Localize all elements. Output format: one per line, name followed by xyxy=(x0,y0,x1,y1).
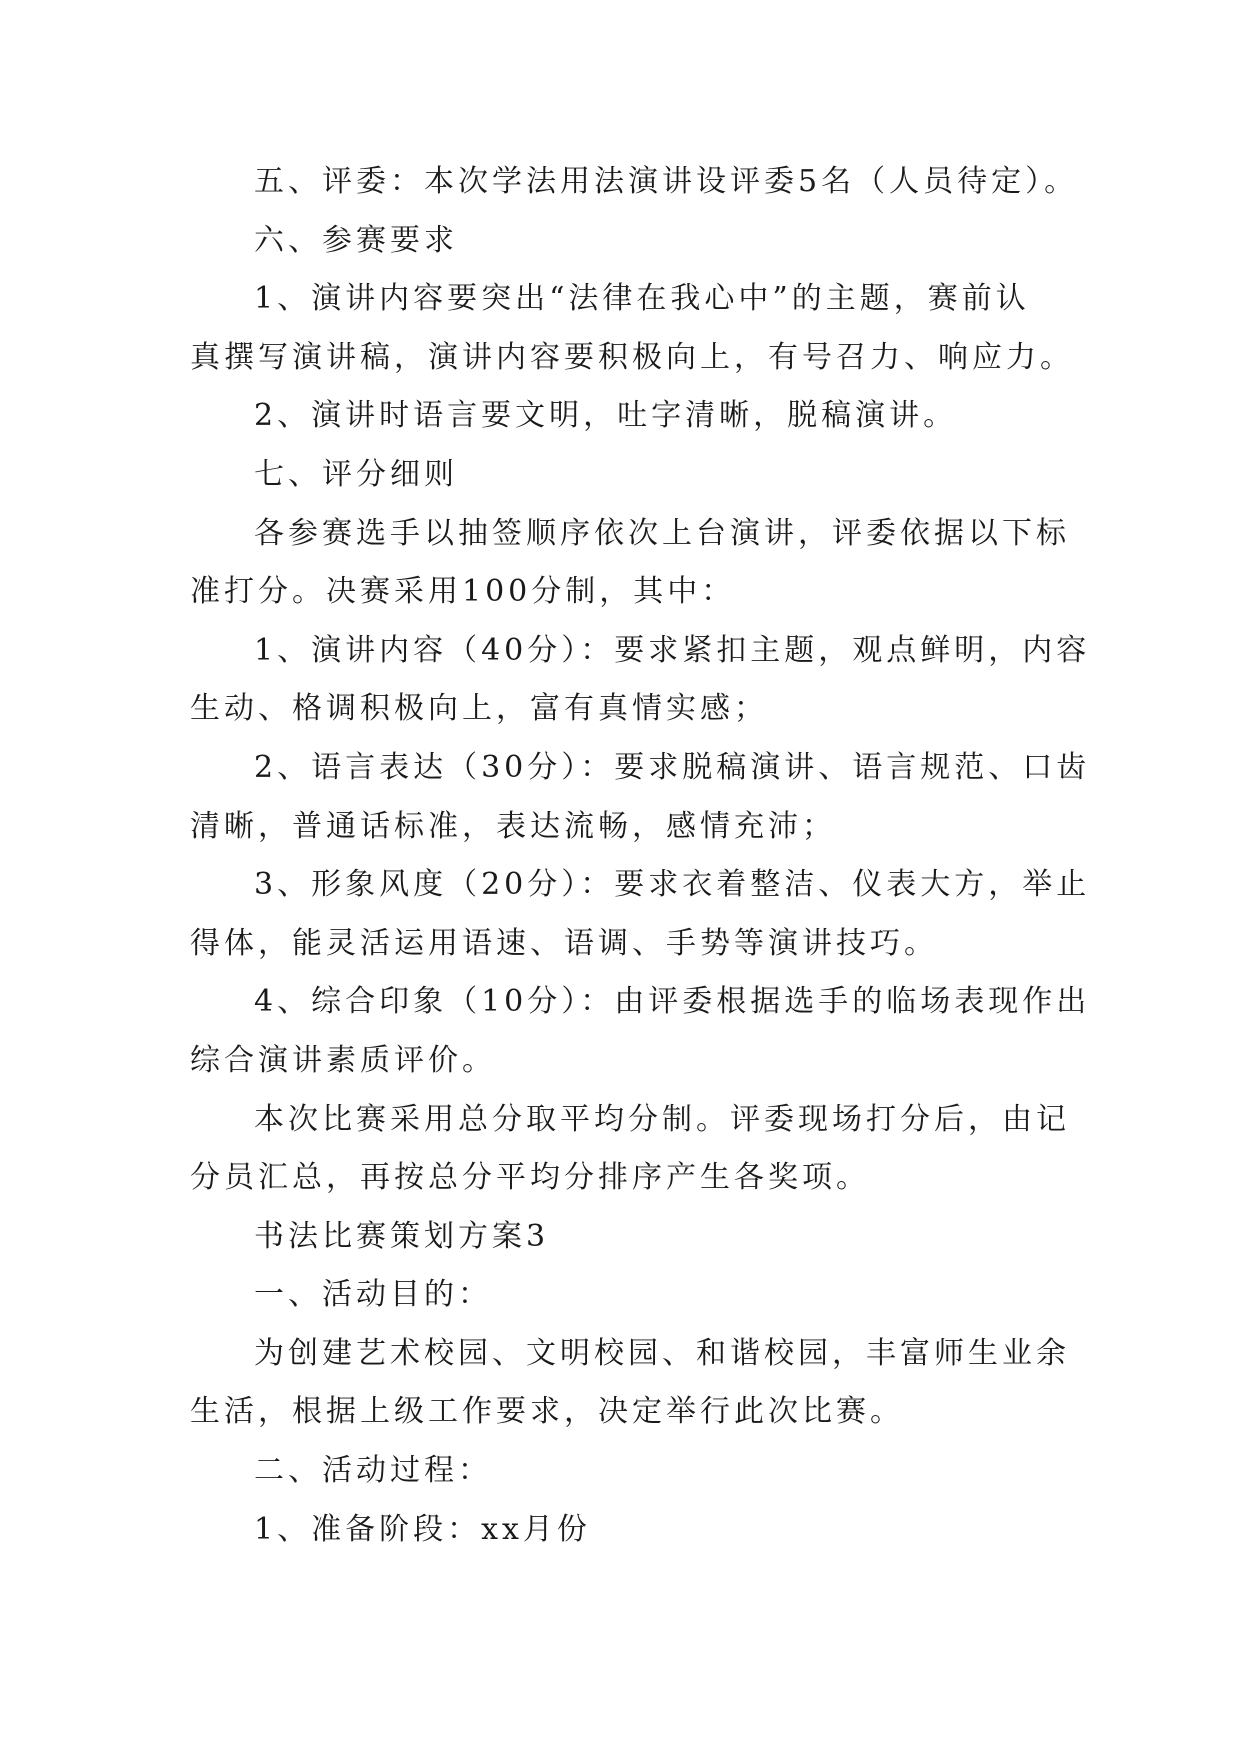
text-line: 六、参赛要求 xyxy=(254,222,458,258)
text-line: 1、演讲内容要突出“法律在我心中”的主题，赛前认 xyxy=(254,281,1030,317)
text-line: 清晰，普通话标准，表达流畅，感情充沛； xyxy=(190,808,836,844)
text-line: 生动、格调积极向上，富有真情实感； xyxy=(190,691,768,727)
text-line: 4、综合印象（10分）：由评委根据选手的临场表现作出 xyxy=(254,984,1091,1020)
text-line: 准打分。决赛采用100分制，其中： xyxy=(190,574,736,610)
text-line: 书法比赛策划方案3 xyxy=(254,1218,550,1254)
text-line: 本次比赛采用总分取平均分制。评委现场打分后，由记 xyxy=(254,1101,1070,1137)
text-line: 3、形象风度（20分）：要求衣着整洁、仪表大方，举止 xyxy=(254,867,1091,903)
text-line: 1、准备阶段：xx月份 xyxy=(254,1511,591,1547)
text-line: 分员汇总，再按总分平均分排序产生各奖项。 xyxy=(190,1160,870,1196)
text-line: 1、演讲内容（40分）：要求紧扣主题，观点鲜明，内容 xyxy=(254,632,1091,668)
text-line: 一、活动目的： xyxy=(254,1277,492,1313)
text-line: 真撰写演讲稿，演讲内容要积极向上，有号召力、响应力。 xyxy=(190,339,1074,375)
text-line: 生活，根据上级工作要求，决定举行此次比赛。 xyxy=(190,1394,904,1430)
text-line: 各参赛选手以抽签顺序依次上台演讲，评委依据以下标 xyxy=(254,515,1070,551)
text-line: 为创建艺术校园、文明校园、和谐校园，丰富师生业余 xyxy=(254,1335,1070,1371)
text-line: 七、评分细则 xyxy=(254,456,458,492)
text-line: 得体，能灵活运用语速、语调、手势等演讲技巧。 xyxy=(190,925,938,961)
text-line: 综合演讲素质评价。 xyxy=(190,1042,496,1078)
document-body xyxy=(190,153,1090,1559)
text-line: 2、演讲时语言要文明，吐字清晰，脱稿演讲。 xyxy=(254,398,958,434)
text-line: 二、活动过程： xyxy=(254,1453,492,1489)
text-line: 五、评委：本次学法用法演讲设评委5名（人员待定）。 xyxy=(254,164,1079,199)
text-line: 2、语言表达（30分）：要求脱稿演讲、语言规范、口齿 xyxy=(254,749,1091,785)
